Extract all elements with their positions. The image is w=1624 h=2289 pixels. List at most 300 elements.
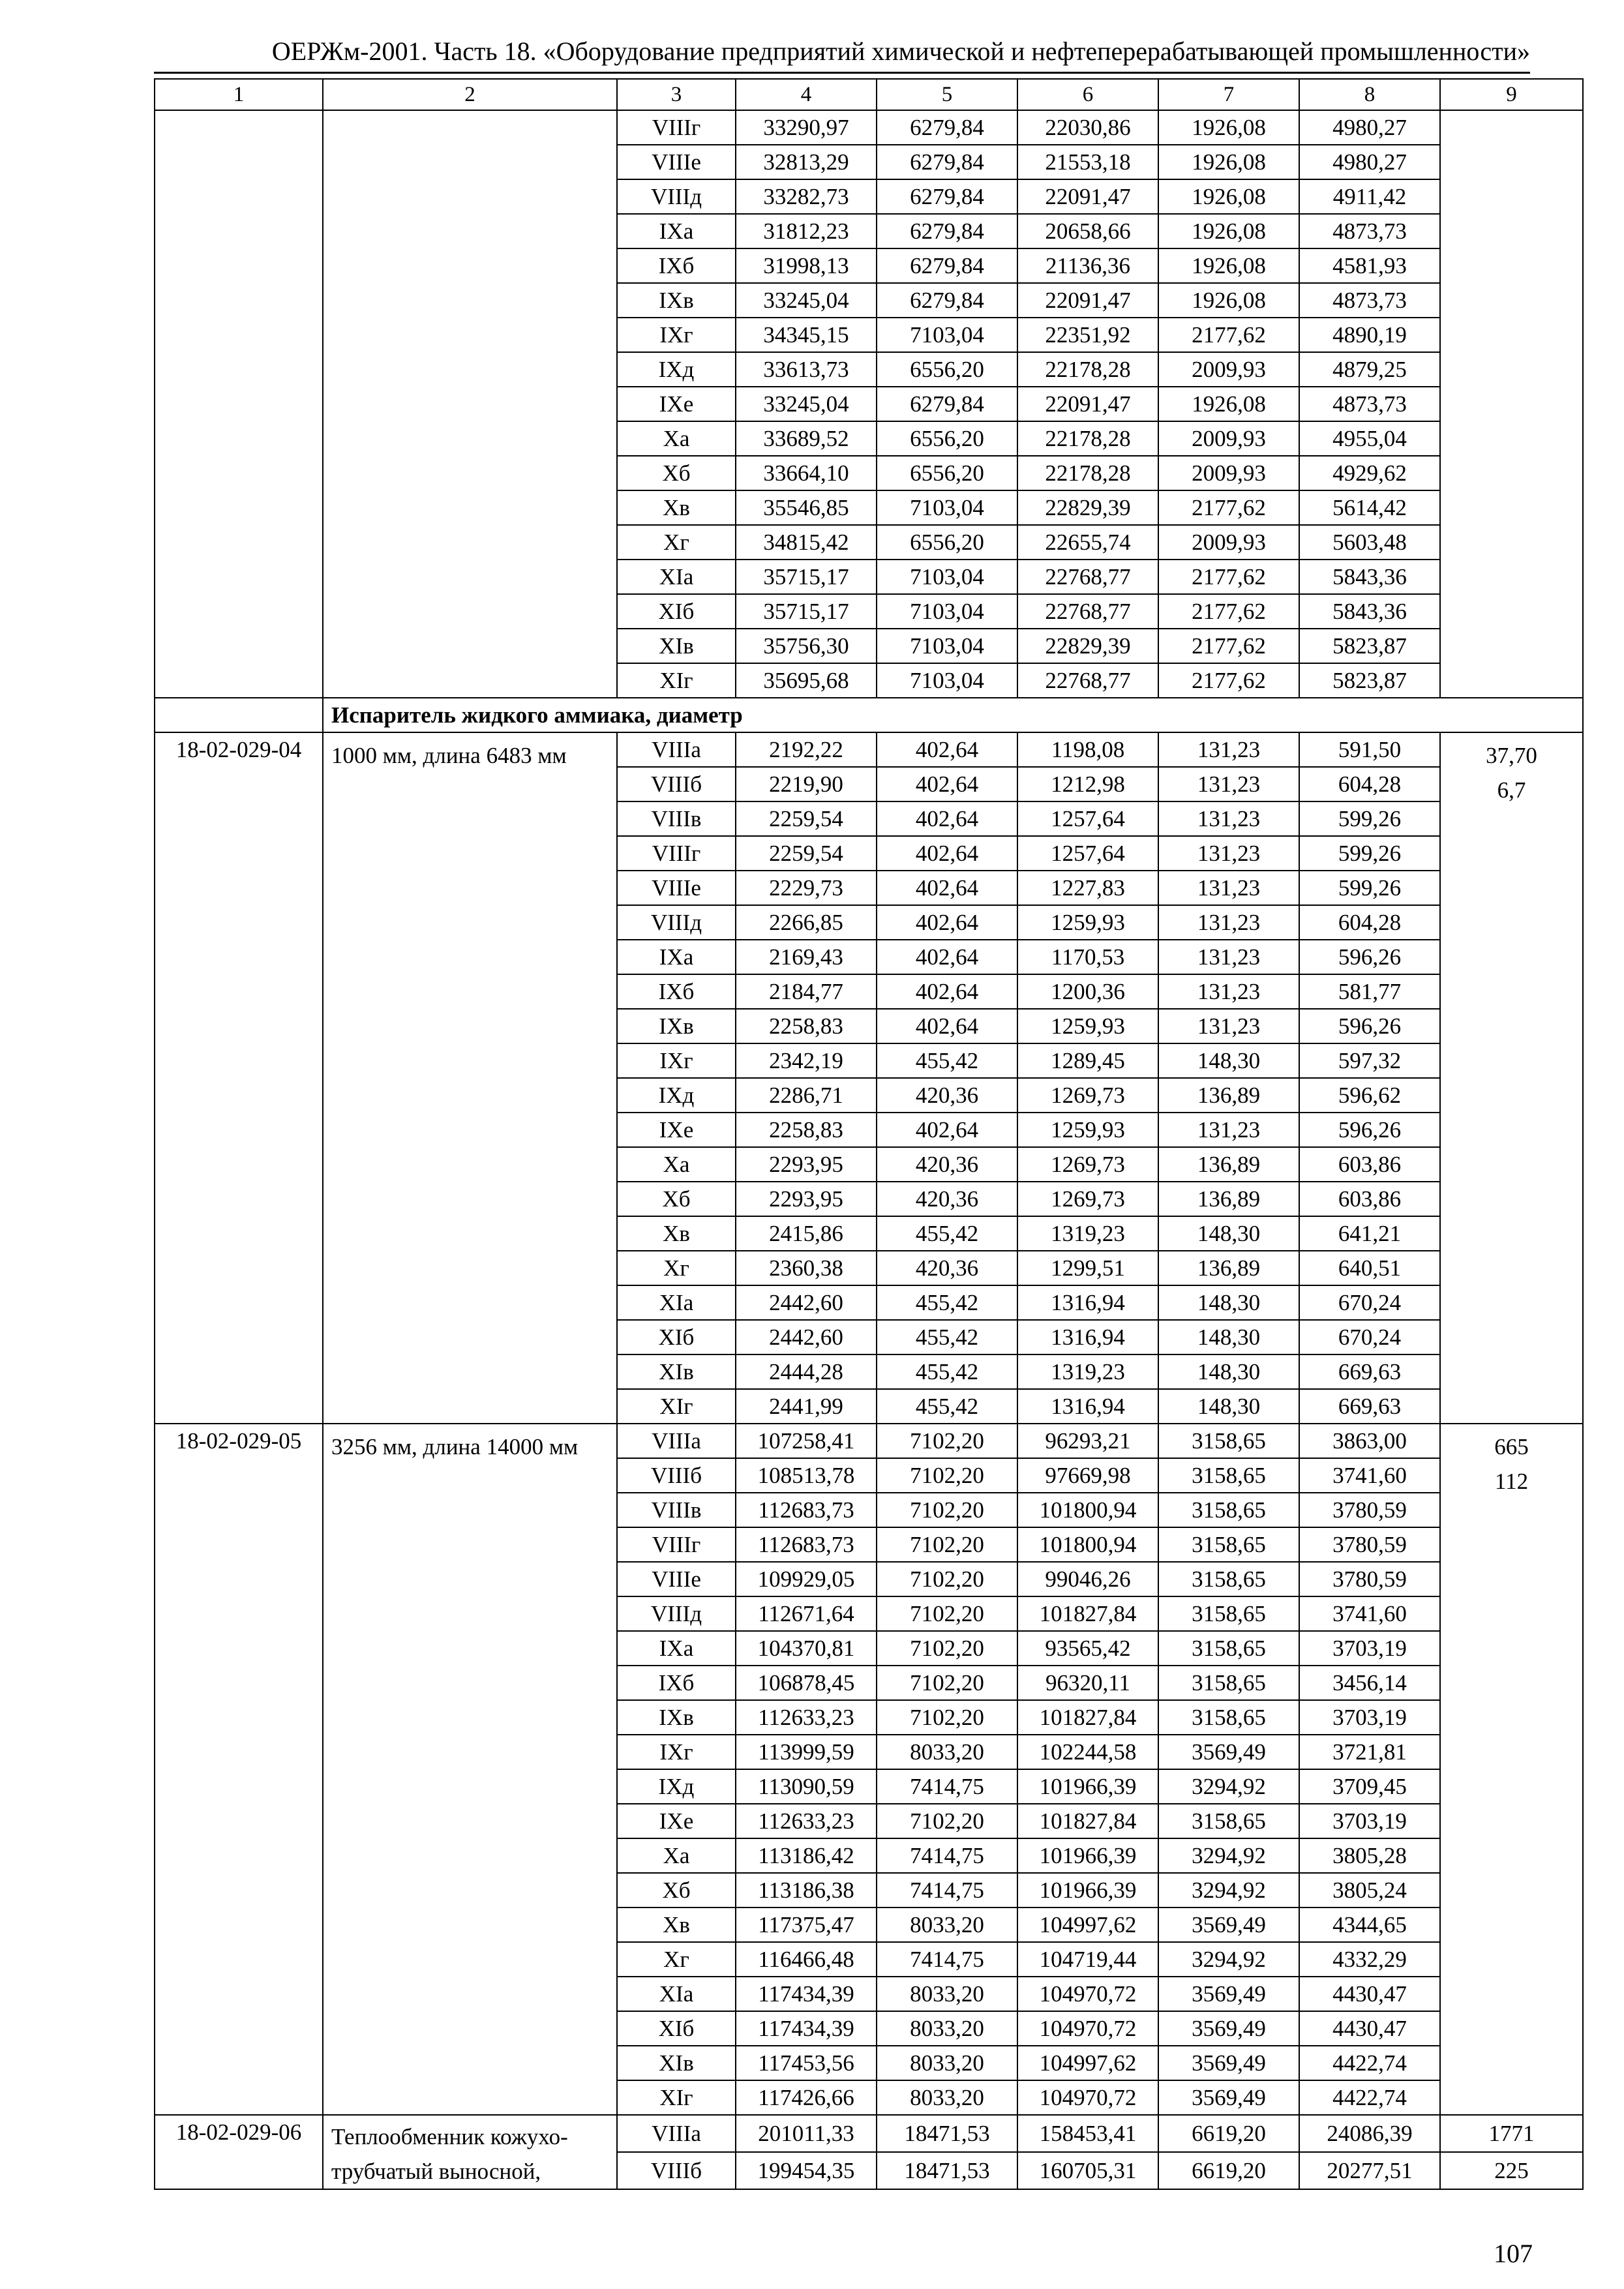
cell-machine-cost: 1319,23 — [1017, 1216, 1158, 1251]
cell-total-cost: 2442,60 — [736, 1285, 877, 1320]
cell-materials-cost: 4873,73 — [1299, 214, 1440, 248]
cell-sort-class: VIIIе — [617, 145, 736, 179]
cell-machine-cost: 1299,51 — [1017, 1251, 1158, 1285]
cell-materials-cost: 4980,27 — [1299, 145, 1440, 179]
cell-machine-cost: 1289,45 — [1017, 1043, 1158, 1078]
cell-materials-cost: 3456,14 — [1299, 1666, 1440, 1700]
cell-machine-cost: 96320,11 — [1017, 1666, 1158, 1700]
cell-machine-cost: 22178,28 — [1017, 456, 1158, 490]
cell-materials-cost: 640,51 — [1299, 1251, 1440, 1285]
cell-labor-cost: 6279,84 — [877, 283, 1017, 318]
cell-labor-cost: 8033,20 — [877, 2080, 1017, 2115]
cell-sort-class: IXа — [617, 214, 736, 248]
cell-sort-class: VIIIб — [617, 1458, 736, 1493]
cell-total-cost: 33689,52 — [736, 421, 877, 456]
cell-materials-cost: 596,26 — [1299, 1009, 1440, 1043]
cell-labor-cost: 6279,84 — [877, 387, 1017, 421]
cell-wages: 131,23 — [1158, 836, 1299, 871]
cell-labor-cost: 402,64 — [877, 767, 1017, 801]
cell-materials-cost: 591,50 — [1299, 732, 1440, 767]
column-header: 2 — [323, 79, 617, 110]
cell-labor-cost: 455,42 — [877, 1043, 1017, 1078]
cell-wages: 3569,49 — [1158, 1735, 1299, 1769]
cell-labor-cost: 6556,20 — [877, 456, 1017, 490]
cell-wages: 2177,62 — [1158, 663, 1299, 698]
cell-total-cost: 117375,47 — [736, 1908, 877, 1942]
cell-wages: 3294,92 — [1158, 1942, 1299, 1977]
position-code: 18-02-029-06 — [155, 2115, 323, 2189]
column-header: 9 — [1440, 79, 1583, 110]
cell-sort-class: VIIIа — [617, 1424, 736, 1458]
cell-total-cost: 201011,33 — [736, 2115, 877, 2152]
cell-machine-cost: 1316,94 — [1017, 1320, 1158, 1354]
cell-machine-cost: 102244,58 — [1017, 1735, 1158, 1769]
cell-wages: 3294,92 — [1158, 1769, 1299, 1804]
cell-total-cost: 2192,22 — [736, 732, 877, 767]
cell-machine-cost: 1269,73 — [1017, 1182, 1158, 1216]
cell-labor-cost: 402,64 — [877, 801, 1017, 836]
cell-total-cost: 32813,29 — [736, 145, 877, 179]
cell-materials-cost: 4332,29 — [1299, 1942, 1440, 1977]
cell-wages: 148,30 — [1158, 1043, 1299, 1078]
cell-machine-cost: 1227,83 — [1017, 871, 1158, 905]
cell-labor-cost: 6556,20 — [877, 421, 1017, 456]
position-description: 3256 мм, длина 14000 мм — [323, 1424, 617, 2115]
cell-sort-class: IXд — [617, 1078, 736, 1113]
cell-total-cost: 31998,13 — [736, 248, 877, 283]
cell-sort-class: IXд — [617, 352, 736, 387]
cell-total-cost: 113090,59 — [736, 1769, 877, 1804]
cell-materials-cost: 20277,51 — [1299, 2152, 1440, 2189]
cell-materials-cost: 599,26 — [1299, 836, 1440, 871]
cell-wages: 3294,92 — [1158, 1838, 1299, 1873]
cell-machine-cost: 1257,64 — [1017, 836, 1158, 871]
cell-wages: 131,23 — [1158, 905, 1299, 940]
cell-wages: 148,30 — [1158, 1216, 1299, 1251]
cell-machine-cost: 101827,84 — [1017, 1804, 1158, 1838]
cell-wages: 3158,65 — [1158, 1424, 1299, 1458]
cell-machine-cost: 1257,64 — [1017, 801, 1158, 836]
page-header: ОЕРЖм-2001. Часть 18. «Оборудование предприятий химической и нефтеперерабатывающей промышленности» — [154, 31, 1530, 74]
cell-total-cost: 106878,45 — [736, 1666, 877, 1700]
cell-materials-cost: 596,26 — [1299, 1113, 1440, 1147]
cell-total-cost: 35546,85 — [736, 490, 877, 525]
cell-materials-cost: 3805,28 — [1299, 1838, 1440, 1873]
cell-sort-class: VIIIг — [617, 110, 736, 145]
cell-sort-class: VIIIв — [617, 801, 736, 836]
cell-total-cost: 33290,97 — [736, 110, 877, 145]
cell-machine-cost: 20658,66 — [1017, 214, 1158, 248]
position-code: 18-02-029-04 — [155, 732, 323, 1424]
cell-materials-cost: 4911,42 — [1299, 179, 1440, 214]
cell-wages: 3569,49 — [1158, 2011, 1299, 2046]
cell-labor-cost: 7102,20 — [877, 1562, 1017, 1596]
cell-wages: 3158,65 — [1158, 1493, 1299, 1527]
cell-sort-class: IXа — [617, 940, 736, 974]
cell-labor-cost: 7102,20 — [877, 1424, 1017, 1458]
cell-total-cost: 2342,19 — [736, 1043, 877, 1078]
cell-sort-class: VIIIа — [617, 732, 736, 767]
cell-labor-cost: 402,64 — [877, 836, 1017, 871]
cell-sort-class: VIIIд — [617, 905, 736, 940]
price-table — [154, 78, 1584, 2190]
cell-materials-cost: 3703,19 — [1299, 1631, 1440, 1666]
cell-materials-cost: 3703,19 — [1299, 1700, 1440, 1735]
cell-machine-cost: 101827,84 — [1017, 1596, 1158, 1631]
cell-wages: 131,23 — [1158, 801, 1299, 836]
cell-materials-cost: 604,28 — [1299, 905, 1440, 940]
cell-total-cost: 199454,35 — [736, 2152, 877, 2189]
cell-sort-class: VIIIд — [617, 1596, 736, 1631]
cell-sort-class: IXв — [617, 1700, 736, 1735]
cell-wages: 6619,20 — [1158, 2152, 1299, 2189]
cell-materials-cost: 4980,27 — [1299, 110, 1440, 145]
cell-wages: 3158,65 — [1158, 1700, 1299, 1735]
cell-machine-cost: 1200,36 — [1017, 974, 1158, 1009]
cell-sort-class: XIв — [617, 629, 736, 663]
cell-labor-cost: 18471,53 — [877, 2152, 1017, 2189]
cell-sort-class: XIб — [617, 1320, 736, 1354]
description-cell — [323, 110, 617, 698]
cell-wages: 131,23 — [1158, 732, 1299, 767]
cell-total-cost: 34815,42 — [736, 525, 877, 560]
cell-sort-class: Xг — [617, 1251, 736, 1285]
cell-sort-class: Xв — [617, 1216, 736, 1251]
cell-total-cost: 112683,73 — [736, 1493, 877, 1527]
cell-total-cost: 2258,83 — [736, 1113, 877, 1147]
cell-machine-cost: 22351,92 — [1017, 318, 1158, 352]
cell-wages: 2009,93 — [1158, 421, 1299, 456]
cell-machine-cost: 22655,74 — [1017, 525, 1158, 560]
section-title: Испаритель жидкого аммиака, диаметр — [323, 698, 1583, 732]
cell-wages: 1926,08 — [1158, 110, 1299, 145]
cell-sort-class: VIIIб — [617, 2152, 736, 2189]
cell-sort-class: VIIIв — [617, 1493, 736, 1527]
cell-sort-class: IXе — [617, 387, 736, 421]
cell-labor-cost: 7103,04 — [877, 560, 1017, 594]
cell-wages: 3569,49 — [1158, 2046, 1299, 2080]
cell-machine-cost: 22768,77 — [1017, 663, 1158, 698]
cell-materials-cost: 596,62 — [1299, 1078, 1440, 1113]
cell-machine-cost: 101966,39 — [1017, 1873, 1158, 1908]
cell-sort-class: IXд — [617, 1769, 736, 1804]
cell-total-cost: 33245,04 — [736, 283, 877, 318]
cell-materials-cost: 599,26 — [1299, 801, 1440, 836]
cell-sort-class: VIIIе — [617, 1562, 736, 1596]
cell-machine-cost: 22829,39 — [1017, 490, 1158, 525]
cell-wages: 3158,65 — [1158, 1458, 1299, 1493]
cell-sort-class: XIг — [617, 2080, 736, 2115]
cell-machine-cost: 22829,39 — [1017, 629, 1158, 663]
cell-materials-cost: 4879,25 — [1299, 352, 1440, 387]
cell-wages: 1926,08 — [1158, 179, 1299, 214]
cell-materials-cost: 5603,48 — [1299, 525, 1440, 560]
cell-labor-cost: 7414,75 — [877, 1769, 1017, 1804]
cell-total-cost: 2169,43 — [736, 940, 877, 974]
cell-machine-cost: 1316,94 — [1017, 1389, 1158, 1424]
cell-labor-cost: 7414,75 — [877, 1873, 1017, 1908]
table-row — [155, 732, 1583, 767]
cell-materials-cost: 4929,62 — [1299, 456, 1440, 490]
table-row — [155, 110, 1583, 145]
cell-machine-cost: 22091,47 — [1017, 387, 1158, 421]
cell-materials-cost: 4873,73 — [1299, 283, 1440, 318]
cell-materials-cost: 3703,19 — [1299, 1804, 1440, 1838]
cell-labor-cost: 7103,04 — [877, 594, 1017, 629]
cell-sort-class: IXа — [617, 1631, 736, 1666]
cell-machine-cost: 101827,84 — [1017, 1700, 1158, 1735]
cell-sort-class: XIа — [617, 560, 736, 594]
cell-total-cost: 2219,90 — [736, 767, 877, 801]
cell-labor-cost: 420,36 — [877, 1182, 1017, 1216]
cell-sort-class: XIб — [617, 2011, 736, 2046]
cell-machine-cost: 22178,28 — [1017, 352, 1158, 387]
cell-labor-cost: 455,42 — [877, 1285, 1017, 1320]
cell-total-cost: 108513,78 — [736, 1458, 877, 1493]
cell-materials-cost: 4430,47 — [1299, 2011, 1440, 2046]
cell-machine-cost: 99046,26 — [1017, 1562, 1158, 1596]
cell-machine-cost: 96293,21 — [1017, 1424, 1158, 1458]
cell-labor-cost: 402,64 — [877, 940, 1017, 974]
cell-labor-cost: 402,64 — [877, 1113, 1017, 1147]
cell-sort-class: IXе — [617, 1113, 736, 1147]
cell-wages: 1926,08 — [1158, 387, 1299, 421]
note-cell — [1440, 732, 1583, 1424]
cell-machine-cost: 104997,62 — [1017, 2046, 1158, 2080]
cell-materials-cost: 5823,87 — [1299, 663, 1440, 698]
cell-total-cost: 107258,41 — [736, 1424, 877, 1458]
cell-machine-cost: 97669,98 — [1017, 1458, 1158, 1493]
cell-wages: 3158,65 — [1158, 1804, 1299, 1838]
cell-total-cost: 2293,95 — [736, 1182, 877, 1216]
cell-wages: 6619,20 — [1158, 2115, 1299, 2152]
cell-machine-cost: 101966,39 — [1017, 1838, 1158, 1873]
cell-total-cost: 2293,95 — [736, 1147, 877, 1182]
cell-sort-class: IXе — [617, 1804, 736, 1838]
cell-machine-cost: 1269,73 — [1017, 1147, 1158, 1182]
cell-labor-cost: 420,36 — [877, 1078, 1017, 1113]
position-code: 18-02-029-05 — [155, 1424, 323, 2115]
cell-labor-cost: 7102,20 — [877, 1631, 1017, 1666]
cell-machine-cost: 93565,42 — [1017, 1631, 1158, 1666]
cell-labor-cost: 7414,75 — [877, 1838, 1017, 1873]
cell-materials-cost: 5843,36 — [1299, 594, 1440, 629]
cell-wages: 1926,08 — [1158, 145, 1299, 179]
cell-materials-cost: 5843,36 — [1299, 560, 1440, 594]
cell-machine-cost: 1212,98 — [1017, 767, 1158, 801]
cell-sort-class: VIIIе — [617, 871, 736, 905]
cell-sort-class: Xа — [617, 421, 736, 456]
cell-sort-class: Xв — [617, 490, 736, 525]
cell-machine-cost: 22091,47 — [1017, 179, 1158, 214]
cell-labor-cost: 7102,20 — [877, 1493, 1017, 1527]
cell-wages: 148,30 — [1158, 1285, 1299, 1320]
cell-labor-cost: 7103,04 — [877, 318, 1017, 352]
cell-labor-cost: 402,64 — [877, 1009, 1017, 1043]
cell-sort-class: Xб — [617, 1873, 736, 1908]
cell-total-cost: 117434,39 — [736, 2011, 877, 2046]
cell-sort-class: Xб — [617, 1182, 736, 1216]
cell-labor-cost: 6279,84 — [877, 248, 1017, 283]
cell-wages: 2009,93 — [1158, 525, 1299, 560]
cell-machine-cost: 101966,39 — [1017, 1769, 1158, 1804]
cell-machine-cost: 101800,94 — [1017, 1493, 1158, 1527]
table-row — [155, 2115, 1583, 2152]
cell-total-cost: 2286,71 — [736, 1078, 877, 1113]
cell-materials-cost: 3863,00 — [1299, 1424, 1440, 1458]
cell-labor-cost: 7102,20 — [877, 1527, 1017, 1562]
cell-materials-cost: 5614,42 — [1299, 490, 1440, 525]
cell-wages: 3158,65 — [1158, 1631, 1299, 1666]
cell-machine-cost: 22091,47 — [1017, 283, 1158, 318]
cell-sort-class: XIа — [617, 1977, 736, 2011]
cell-labor-cost: 420,36 — [877, 1251, 1017, 1285]
cell-wages: 3569,49 — [1158, 2080, 1299, 2115]
cell-total-cost: 33613,73 — [736, 352, 877, 387]
cell-sort-class: VIIIг — [617, 1527, 736, 1562]
cell-sort-class: IXб — [617, 1666, 736, 1700]
cell-materials-cost: 5823,87 — [1299, 629, 1440, 663]
cell-materials-cost: 4422,74 — [1299, 2046, 1440, 2080]
cell-materials-cost: 597,32 — [1299, 1043, 1440, 1078]
table-row — [155, 1424, 1583, 1458]
cell-materials-cost: 603,86 — [1299, 1182, 1440, 1216]
cell-sort-class: XIг — [617, 1389, 736, 1424]
cell-machine-cost: 104970,72 — [1017, 2011, 1158, 2046]
cell-labor-cost: 402,64 — [877, 732, 1017, 767]
cell-total-cost: 2229,73 — [736, 871, 877, 905]
cell-labor-cost: 6279,84 — [877, 145, 1017, 179]
cell-sort-class: Xг — [617, 525, 736, 560]
cell-sort-class: XIв — [617, 2046, 736, 2080]
cell-materials-cost: 603,86 — [1299, 1147, 1440, 1182]
cell-materials-cost: 4430,47 — [1299, 1977, 1440, 2011]
cell-sort-class: IXв — [617, 283, 736, 318]
cell-materials-cost: 3780,59 — [1299, 1562, 1440, 1596]
cell-machine-cost: 1259,93 — [1017, 1113, 1158, 1147]
cell-machine-cost: 1198,08 — [1017, 732, 1158, 767]
cell-total-cost: 2441,99 — [736, 1389, 877, 1424]
note-cell — [1440, 1424, 1583, 2115]
cell-machine-cost: 1319,23 — [1017, 1354, 1158, 1389]
cell-labor-cost: 8033,20 — [877, 2011, 1017, 2046]
cell-labor-cost: 7102,20 — [877, 1596, 1017, 1631]
cell-materials-cost: 669,63 — [1299, 1354, 1440, 1389]
cell-total-cost: 116466,48 — [736, 1942, 877, 1977]
cell-sort-class: Xб — [617, 456, 736, 490]
cell-labor-cost: 6556,20 — [877, 352, 1017, 387]
cell-materials-cost: 669,63 — [1299, 1389, 1440, 1424]
cell-wages: 131,23 — [1158, 1113, 1299, 1147]
cell-materials-cost: 3741,60 — [1299, 1458, 1440, 1493]
cell-wages: 3158,65 — [1158, 1596, 1299, 1631]
cell-total-cost: 35715,17 — [736, 560, 877, 594]
cell-wages: 3158,65 — [1158, 1562, 1299, 1596]
cell-labor-cost: 455,42 — [877, 1354, 1017, 1389]
column-header-row — [155, 79, 1583, 110]
column-header: 7 — [1158, 79, 1299, 110]
cell-machine-cost: 22768,77 — [1017, 560, 1158, 594]
cell-total-cost: 35756,30 — [736, 629, 877, 663]
cell-sort-class: IXб — [617, 974, 736, 1009]
cell-wages: 131,23 — [1158, 940, 1299, 974]
cell-wages: 3158,65 — [1158, 1527, 1299, 1562]
cell-labor-cost: 7103,04 — [877, 629, 1017, 663]
cell-machine-cost: 160705,31 — [1017, 2152, 1158, 2189]
cell-total-cost: 35695,68 — [736, 663, 877, 698]
cell-materials-cost: 641,21 — [1299, 1216, 1440, 1251]
cell-wages: 136,89 — [1158, 1251, 1299, 1285]
cell-materials-cost: 4890,19 — [1299, 318, 1440, 352]
cell-total-cost: 104370,81 — [736, 1631, 877, 1666]
cell-labor-cost: 455,42 — [877, 1389, 1017, 1424]
cell-machine-cost: 1170,53 — [1017, 940, 1158, 974]
cell-total-cost: 35715,17 — [736, 594, 877, 629]
note-value: 6,7 — [1497, 777, 1526, 803]
cell-sort-class: XIа — [617, 1285, 736, 1320]
cell-total-cost: 112633,23 — [736, 1700, 877, 1735]
cell-wages: 1926,08 — [1158, 283, 1299, 318]
cell-labor-cost: 7102,20 — [877, 1700, 1017, 1735]
cell-materials-cost: 581,77 — [1299, 974, 1440, 1009]
cell-total-cost: 2360,38 — [736, 1251, 877, 1285]
cell-wages: 2009,93 — [1158, 352, 1299, 387]
cell-labor-cost: 455,42 — [877, 1216, 1017, 1251]
cell-total-cost: 113186,42 — [736, 1838, 877, 1873]
cell-sort-class: IXв — [617, 1009, 736, 1043]
cell-labor-cost: 420,36 — [877, 1147, 1017, 1182]
cell-materials-cost: 670,24 — [1299, 1320, 1440, 1354]
cell-sort-class: VIIIб — [617, 767, 736, 801]
cell-total-cost: 2258,83 — [736, 1009, 877, 1043]
cell-labor-cost: 8033,20 — [877, 2046, 1017, 2080]
cell-labor-cost: 6279,84 — [877, 110, 1017, 145]
cell-materials-cost: 3805,24 — [1299, 1873, 1440, 1908]
page-number: 107 — [1494, 2239, 1533, 2268]
cell-sort-class: XIб — [617, 594, 736, 629]
cell-wages: 2177,62 — [1158, 560, 1299, 594]
cell-wages: 131,23 — [1158, 1009, 1299, 1043]
cell-labor-cost: 402,64 — [877, 871, 1017, 905]
cell-wages: 148,30 — [1158, 1389, 1299, 1424]
cell-wages: 1926,08 — [1158, 214, 1299, 248]
column-header: 1 — [155, 79, 323, 110]
column-header: 3 — [617, 79, 736, 110]
cell-total-cost: 2415,86 — [736, 1216, 877, 1251]
cell-total-cost: 112633,23 — [736, 1804, 877, 1838]
cell-machine-cost: 1269,73 — [1017, 1078, 1158, 1113]
cell-sort-class: IXб — [617, 248, 736, 283]
cell-wages: 148,30 — [1158, 1354, 1299, 1389]
section-title-row — [155, 698, 1583, 732]
cell-total-cost: 33282,73 — [736, 179, 877, 214]
cell-total-cost: 34345,15 — [736, 318, 877, 352]
cell-wages: 2177,62 — [1158, 594, 1299, 629]
column-header: 8 — [1299, 79, 1440, 110]
cell-labor-cost: 6279,84 — [877, 214, 1017, 248]
cell-materials-cost: 596,26 — [1299, 940, 1440, 974]
cell-machine-cost: 1259,93 — [1017, 1009, 1158, 1043]
cell-total-cost: 2259,54 — [736, 836, 877, 871]
cell-wages: 3294,92 — [1158, 1873, 1299, 1908]
cell-note: 225 — [1440, 2152, 1583, 2189]
cell-wages: 131,23 — [1158, 974, 1299, 1009]
cell-sort-class: IXг — [617, 318, 736, 352]
cell-total-cost: 117434,39 — [736, 1977, 877, 2011]
cell-total-cost: 33245,04 — [736, 387, 877, 421]
cell-labor-cost: 7102,20 — [877, 1804, 1017, 1838]
cell-machine-cost: 101800,94 — [1017, 1527, 1158, 1562]
